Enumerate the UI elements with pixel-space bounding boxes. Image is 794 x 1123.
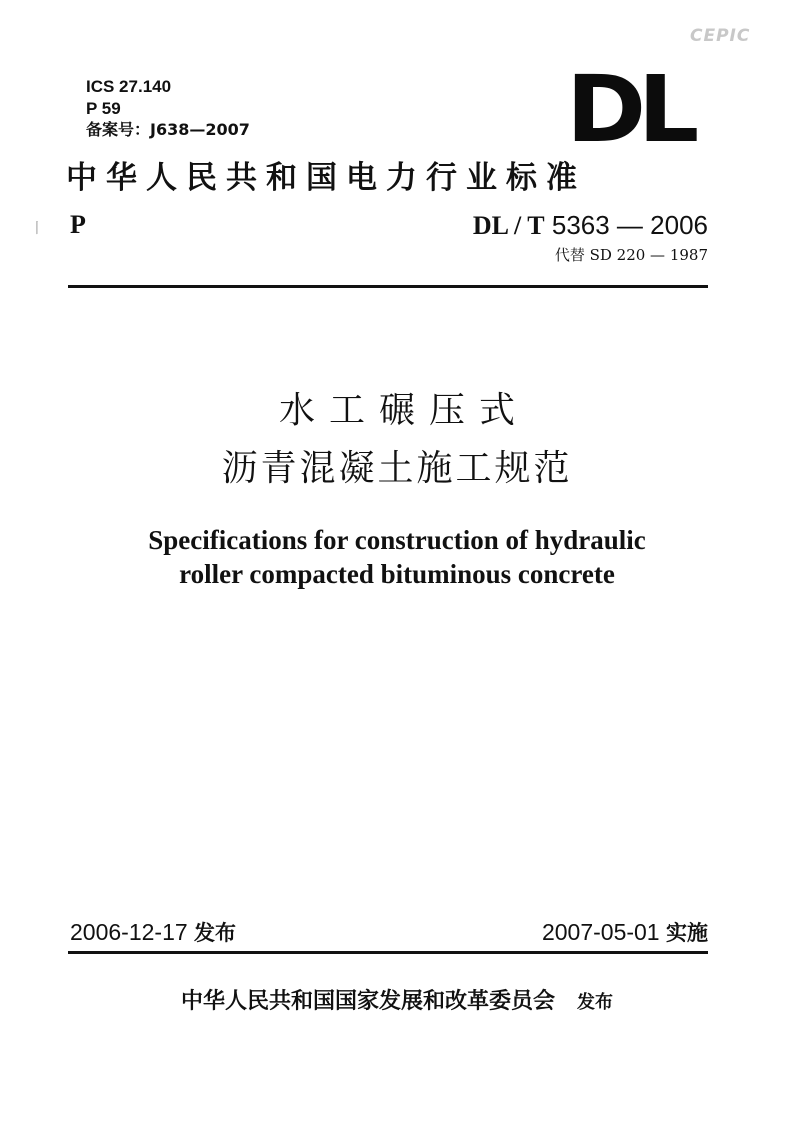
top-divider <box>68 285 708 288</box>
implement-date-block <box>542 918 708 947</box>
standard-code <box>473 210 708 241</box>
publisher-action: 发布 <box>577 992 613 1013</box>
title-en-line1: Specifications for construction of hydraulic <box>148 525 646 555</box>
publisher-line <box>0 988 794 1017</box>
publisher-name: 中华人民共和国国家发展和改革委员会 <box>180 989 555 1014</box>
record-number: 备案号：J638—2007 <box>86 120 250 139</box>
standard-prefix: DL / T <box>472 211 545 240</box>
replaces-standard: 代替 SD 220 — 1987 <box>554 246 708 264</box>
implement-label: 实施 <box>666 921 708 945</box>
scan-mark: 丨 <box>30 221 44 237</box>
issue-label: 发布 <box>194 921 237 945</box>
classification-letter: P <box>70 210 86 239</box>
watermark-logo: CEPIC <box>690 26 751 46</box>
ics-code: ICS 27.140 <box>86 77 172 96</box>
bottom-divider <box>68 951 708 954</box>
standard-number: 5363 — 2006 <box>551 210 708 240</box>
dl-logo: DL <box>566 56 691 163</box>
issue-date: 2006-12-17 <box>70 919 188 945</box>
issue-date-block <box>70 918 236 947</box>
title-cn-line1: 水工碾压式 <box>278 390 529 431</box>
title-cn-line2: 沥青混凝土施工规范 <box>221 448 573 489</box>
class-code: P 59 <box>86 99 121 118</box>
category-title: 中华人民共和国电力行业标准 <box>66 160 586 196</box>
title-en-line2: roller compacted bituminous concrete <box>179 559 615 589</box>
implement-date: 2007-05-01 <box>541 919 660 945</box>
